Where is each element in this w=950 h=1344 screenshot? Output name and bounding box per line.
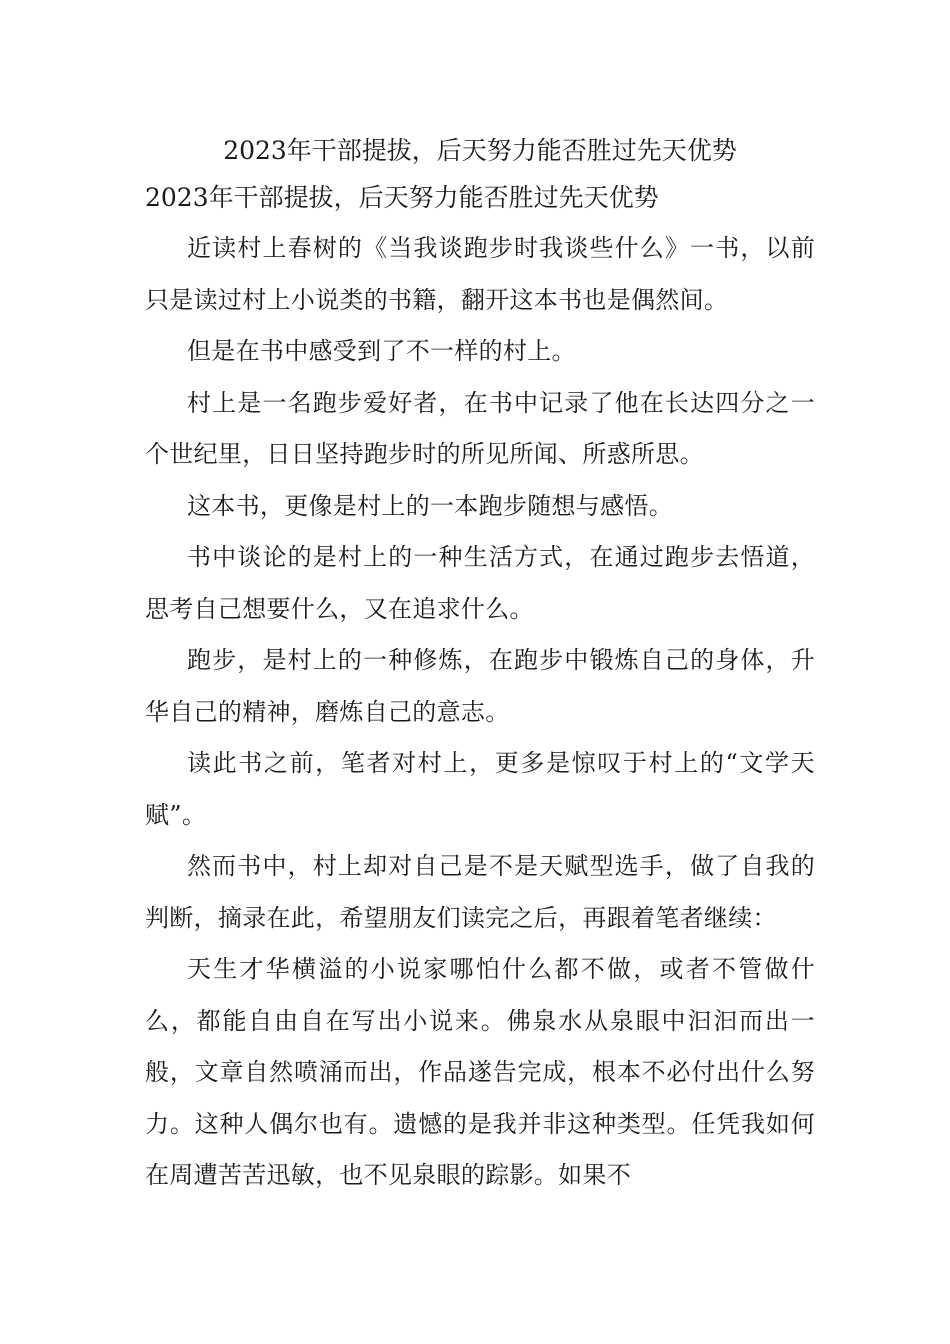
paragraph: 跑步，是村上的一种修炼，在跑步中锻炼自己的身体，升华自己的精神，磨炼自己的意志。	[145, 646, 815, 726]
paragraph: 近读村上春树的《当我谈跑步时我谈些什么》一书，以前只是读过村上小说类的书籍，翻开这本书也是偶然间。	[145, 234, 815, 314]
document-subtitle: 2023年干部提拔，后天努力能否胜过先天优势	[145, 183, 659, 212]
paragraph: 但是在书中感受到了不一样的村上。	[187, 337, 576, 365]
paragraph: 村上是一名跑步爱好者，在书中记录了他在长达四分之一个世纪里，日日坚持跑步时的所见所闻、所惑所思。	[145, 388, 815, 468]
document-title: 2023年干部提拔，后天努力能否胜过先天优势	[223, 136, 737, 165]
paragraph: 书中谈论的是村上的一种生活方式，在通过跑步去悟道，思考自己想要什么，又在追求什么。	[145, 543, 815, 623]
paragraph: 天生才华横溢的小说家哪怕什么都不做，或者不管做什么，都能自由自在写出小说来。佛泉水从泉眼中汩汩而出一般，文章自然喷涌而出，作品遂告完成，根本不必付出什么努力。这种人偶尔也有。遗憾的是我并非这种类型。任凭我如何在周遭苦苦迅敏，也不见泉眼的踪影。如果不	[145, 955, 815, 1189]
document-body	[145, 223, 815, 1202]
document-page	[145, 128, 815, 1202]
paragraph: 然而书中，村上却对自己是不是天赋型选手，做了自我的判断，摘录在此，希望朋友们读完之后，再跟着笔者继续：	[145, 852, 815, 932]
paragraph: 读此书之前，笔者对村上，更多是惊叹于村上的“文学天赋”。	[145, 749, 815, 829]
paragraph: 这本书，更像是村上的一本跑步随想与感悟。	[187, 491, 673, 520]
